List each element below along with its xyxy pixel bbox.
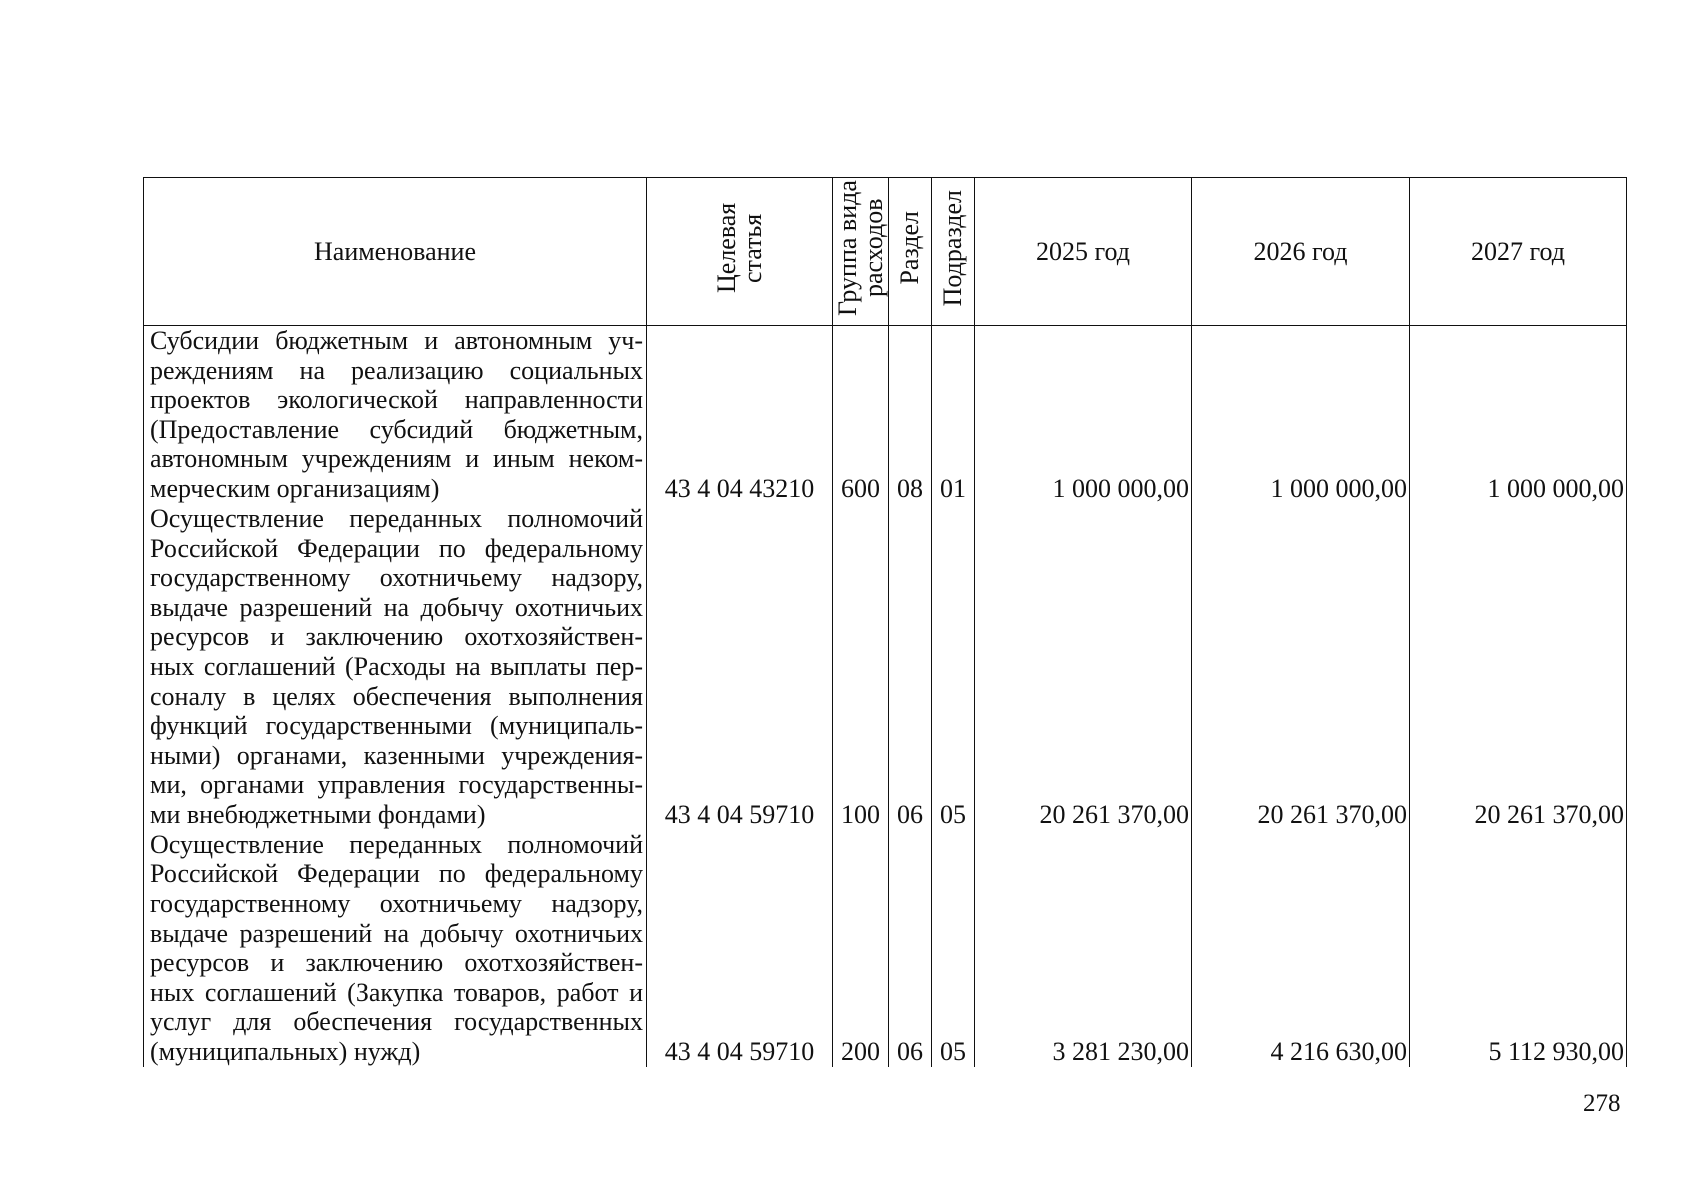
row-amount-2025: 20 261 370,00	[975, 504, 1192, 830]
row-subsection: 05	[932, 504, 975, 830]
row-expense-group: 200	[833, 830, 889, 1067]
row-target-article: 43 4 04 43210	[647, 326, 833, 504]
header-expense-group: Группа вида расходов	[833, 178, 889, 326]
header-name: Наименование	[144, 178, 647, 326]
row-name: Осуществление переданных полномочий Российской Федерации по федеральному государственному охотничьему надзору, выдаче разрешений на добычу охотничьих ресурсов и заключению охотхозяйствен- ных соглашений (Расходы на выплаты пер- соналу в целях обеспечения выполнения функций государственными (муниципаль- ными) органами, казенными учреждения- ми, органами управления государственны- ми внебюджетными фондами)	[144, 504, 647, 830]
row-target-article: 43 4 04 59710	[647, 504, 833, 830]
row-amount-2026: 4 216 630,00	[1192, 830, 1410, 1067]
table-row	[144, 326, 1627, 504]
row-section: 08	[889, 326, 932, 504]
row-subsection: 05	[932, 830, 975, 1067]
table-row	[144, 504, 1627, 830]
row-amount-2025: 1 000 000,00	[975, 326, 1192, 504]
row-amount-2026: 20 261 370,00	[1192, 504, 1410, 830]
header-subsection: Подраздел	[932, 178, 975, 326]
row-subsection: 01	[932, 326, 975, 504]
row-expense-group: 600	[833, 326, 889, 504]
header-year-2027: 2027 год	[1410, 178, 1627, 326]
header-year-2026: 2026 год	[1192, 178, 1410, 326]
row-section: 06	[889, 830, 932, 1067]
row-amount-2027: 1 000 000,00	[1410, 326, 1627, 504]
header-target-article: Целевая статья	[647, 178, 833, 326]
row-expense-group: 100	[833, 504, 889, 830]
page-number: 278	[1583, 1090, 1621, 1117]
row-target-article: 43 4 04 59710	[647, 830, 833, 1067]
row-name: Субсидии бюджетным и автономным уч- реждениям на реализацию социальных проектов экологической направленности (Предоставление субсидий бюджетным, автономным учреждениям и иным неком- мерческим организациям)	[144, 326, 647, 504]
header-year-2025: 2025 год	[975, 178, 1192, 326]
table-row	[144, 830, 1627, 1067]
row-amount-2026: 1 000 000,00	[1192, 326, 1410, 504]
header-section: Раздел	[889, 178, 932, 326]
row-name: Осуществление переданных полномочий Российской Федерации по федеральному государственному охотничьему надзору, выдаче разрешений на добычу охотничьих ресурсов и заключению охотхозяйствен- ных соглашений (Закупка товаров, работ и услуг для обеспечения государственных (муниципальных) нужд)	[144, 830, 647, 1067]
row-amount-2027: 20 261 370,00	[1410, 504, 1627, 830]
table-header-row	[144, 178, 1627, 326]
row-amount-2027: 5 112 930,00	[1410, 830, 1627, 1067]
budget-table	[143, 177, 1627, 1067]
row-section: 06	[889, 504, 932, 830]
row-amount-2025: 3 281 230,00	[975, 830, 1192, 1067]
